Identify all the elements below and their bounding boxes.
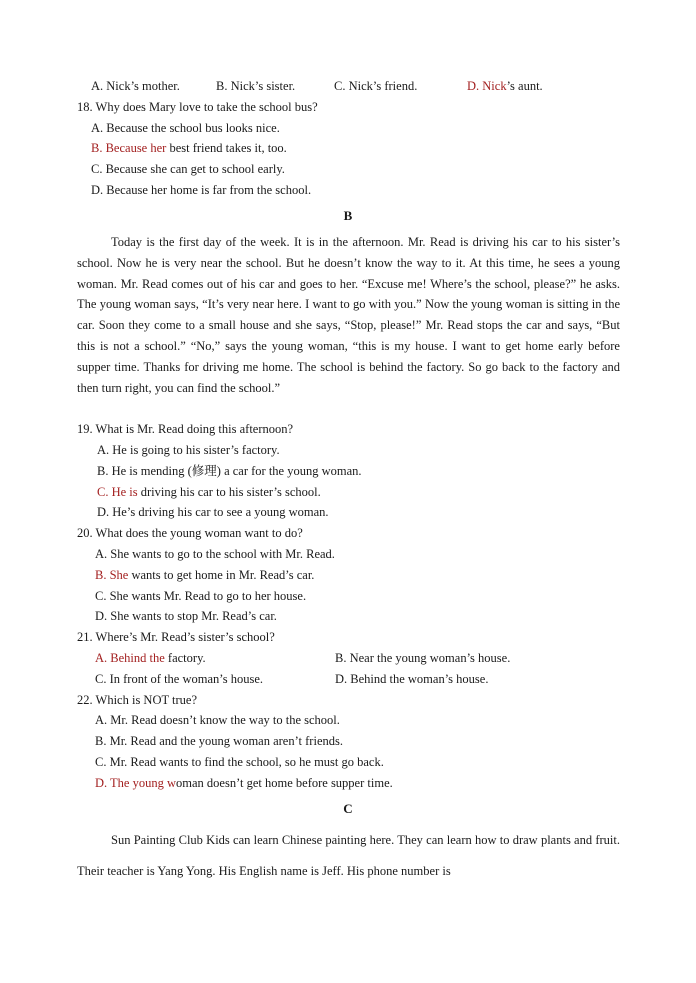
answer-highlight: D. The young w xyxy=(95,776,177,790)
q21-option-b: B. Near the young woman’s house. xyxy=(335,651,511,665)
q22-stem: 22. Which is NOT true? xyxy=(77,693,198,707)
section-c-passage: Sun Painting Club Kids can learn Chinese painting here. They can learn how to draw plants and fruit. Their teacher is Yang Yong. His English name is Jeff. His phone number is xyxy=(77,833,620,878)
q22-option-a: A. Mr. Read doesn’t know the way to the school. xyxy=(95,713,340,727)
q20-option-a: A. She wants to go to the school with Mr. Read. xyxy=(95,547,335,561)
q21-option-c: C. In front of the woman’s house. xyxy=(95,672,264,686)
section-b-passage: Today is the first day of the week. It is in the afternoon. Mr. Read is driving his car to his sister’s school. Now he is very near the school. But he doesn’t know the way to it. At this time, he sees a young woman. Mr. Read comes out of his car and goes to her. “Excuse me! Where’s the school, please?” he asks. The young woman says, “It’s very near here. I want to go with you.” Now the young woman is sitting in the car. Soon they come to a small house and she says, “Stop, please!” Mr. Read stops the car and says, “But this is not a school.” “No,” says the young woman, “this is my house. I want to get home early before supper time. Thanks for driving me home. The school is behind the factory. So go back to the factory and then turn right, you can find the school.” xyxy=(77,235,620,395)
q19-option-d: D. He’s driving his car to see a young woman. xyxy=(97,505,329,519)
section-c-heading: C xyxy=(343,801,353,816)
q22-option-c: C. Mr. Read wants to find the school, so he must go back. xyxy=(95,755,384,769)
answer-highlight: C. He is xyxy=(97,485,138,499)
q21-option-d: D. Behind the woman’s house. xyxy=(335,672,489,686)
q21-stem: 21. Where’s Mr. Read’s sister’s school? xyxy=(77,630,275,644)
q18-option-c: C. Because she can get to school early. xyxy=(91,162,285,176)
answer-highlight: B. She xyxy=(95,568,129,582)
q22-option-d: D. The young woman doesn’t get home before supper time. xyxy=(95,776,393,790)
q17-option-d: D. Nick’s aunt. xyxy=(467,79,543,93)
q20-option-d: D. She wants to stop Mr. Read’s car. xyxy=(95,609,277,623)
q19-option-c: C. He is driving his car to his sister’s school. xyxy=(97,485,321,499)
answer-highlight: A. Behind the xyxy=(95,651,165,665)
q18-stem: 18. Why does Mary love to take the school bus? xyxy=(77,100,318,114)
q20-option-b: B. She wants to get home in Mr. Read’s car. xyxy=(95,568,315,582)
section-b-heading: B xyxy=(343,208,353,223)
q19-option-b: B. He is mending (修理) a car for the young woman. xyxy=(97,464,362,478)
answer-highlight: B. Because her xyxy=(91,141,167,155)
q18-option-a: A. Because the school bus looks nice. xyxy=(91,121,280,135)
q17-option-c: C. Nick’s friend. xyxy=(334,79,418,93)
q17-option-b: B. Nick’s sister. xyxy=(216,79,296,93)
q17-option-a: A. Nick’s mother. xyxy=(91,79,180,93)
q20-option-c: C. She wants Mr. Read to go to her house. xyxy=(95,589,307,603)
answer-highlight: D. Nick xyxy=(467,79,507,93)
q18-option-b: B. Because her best friend takes it, too. xyxy=(91,141,287,155)
q22-option-b: B. Mr. Read and the young woman aren’t friends. xyxy=(95,734,343,748)
q18-option-d: D. Because her home is far from the school. xyxy=(91,183,312,197)
q21-option-a: A. Behind the factory. xyxy=(95,651,206,665)
q19-option-a: A. He is going to his sister’s factory. xyxy=(97,443,280,457)
q19-stem: 19. What is Mr. Read doing this afternoon? xyxy=(77,422,294,436)
q20-stem: 20. What does the young woman want to do? xyxy=(77,526,303,540)
